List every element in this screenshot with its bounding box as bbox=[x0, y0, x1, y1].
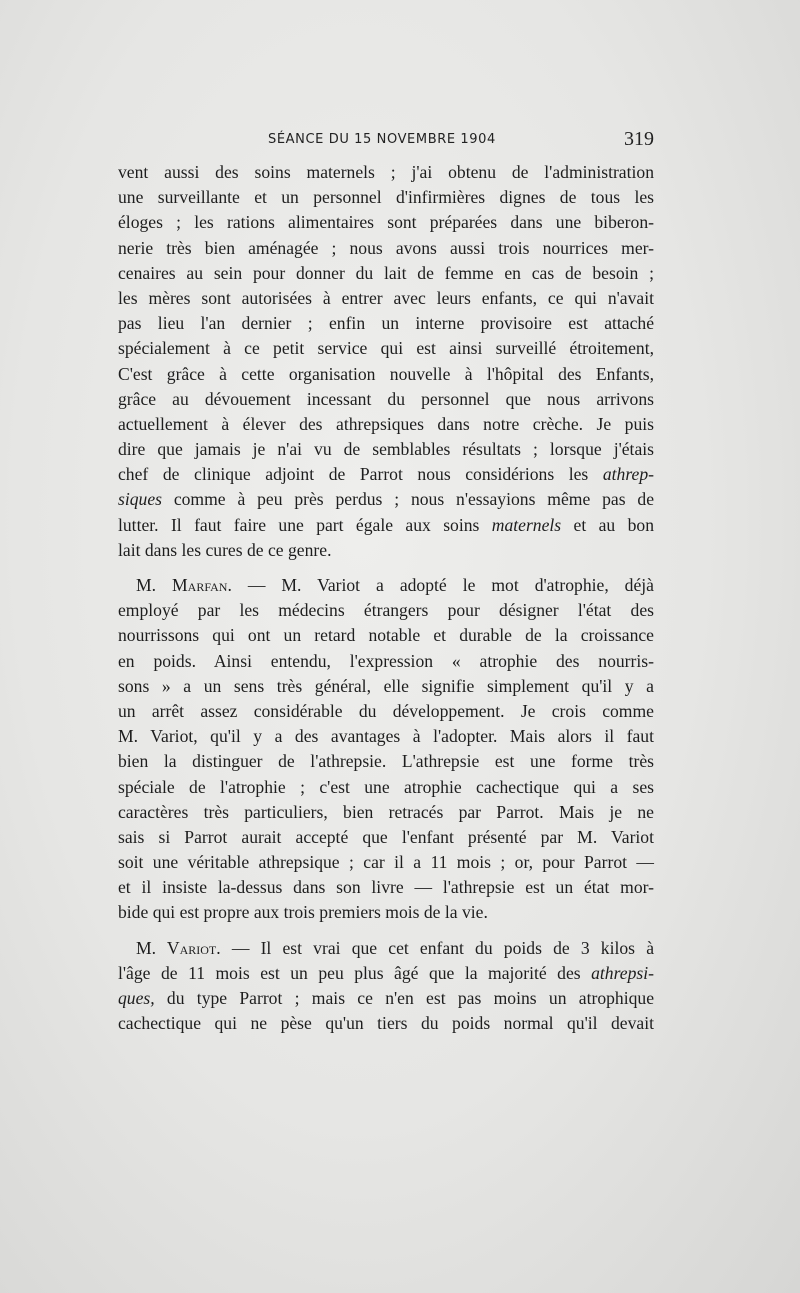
text-line: spécialement à ce petit service qui est ainsi surveillé étroitement, bbox=[118, 338, 654, 359]
text-line bbox=[118, 513, 654, 538]
paragraph-gap bbox=[118, 563, 654, 573]
text-run: lutter. Il faut faire une part égale aux soins bbox=[118, 514, 492, 535]
paragraph-3 bbox=[118, 936, 654, 1037]
text-run: comme à peu près perdus ; nous n'essayions même pas de bbox=[161, 489, 654, 510]
paragraph-1 bbox=[118, 160, 654, 563]
text-line: sons » a un sens très général, elle signifie simplement qu'il y a bbox=[118, 675, 654, 696]
text-line bbox=[118, 961, 654, 986]
text-line: nourrissons qui ont un retard notable et durable de la croissance bbox=[118, 625, 654, 646]
text-line: sais si Parrot aurait accepté que l'enfant présenté par M. Variot bbox=[118, 826, 654, 847]
text-line: actuellement à élever des athrepsiques dans notre crèche. Je puis bbox=[118, 413, 654, 434]
body-text bbox=[118, 160, 654, 1036]
text-run: — M. Variot a adopté le mot d'atrophie, déjà bbox=[231, 575, 654, 595]
running-head: SÉANCE DU 15 NOVEMBRE 1904 bbox=[268, 132, 496, 147]
text-line: pas lieu l'an dernier ; enfin un interne provisoire est attaché bbox=[118, 313, 654, 334]
text-line: dire que jamais je n'ai vu de semblables résultats ; lorsque j'étais bbox=[118, 439, 654, 460]
text-line bbox=[118, 462, 654, 487]
text-line: soit une véritable athrepsique ; car il a 11 mois ; or, pour Parrot — bbox=[118, 852, 654, 873]
text-line: nerie très bien aménagée ; nous avons aussi trois nourrices mer- bbox=[118, 237, 654, 258]
speaker-name: M. Variot. bbox=[136, 937, 221, 958]
text-line: lait dans les cures de ce genre. bbox=[118, 539, 332, 560]
text-line: et il insiste la-dessus dans son livre — l'athrepsie est un état mor- bbox=[118, 877, 654, 898]
text-line: une surveillante et un personnel d'infirmières dignes de tous les bbox=[118, 187, 654, 208]
text-line: un arrêt assez considérable du développement. Je crois comme bbox=[118, 700, 654, 721]
text-line: M. Variot, qu'il y a des avantages à l'adopter. Mais alors il faut bbox=[118, 726, 654, 747]
text-line: éloges ; les rations alimentaires sont préparées dans une biberon- bbox=[118, 212, 654, 233]
page-header bbox=[118, 128, 654, 154]
italic-term: athrep- bbox=[602, 464, 654, 485]
text-run: — Il est vrai que cet enfant du poids de 3 kilos à bbox=[220, 937, 654, 958]
text-run: du type Parrot ; mais ce n'en est pas moins un atrophique bbox=[154, 988, 654, 1008]
text-line: bien la distinguer de l'athrepsie. L'athrepsie est une forme très bbox=[118, 751, 654, 772]
italic-term: ques, bbox=[118, 988, 155, 1008]
speaker-name: M. Marfan. bbox=[136, 575, 232, 595]
text-line: spéciale de l'atrophie ; c'est une atrophie cachectique qui a ses bbox=[118, 776, 654, 797]
text-run: l'âge de 11 mois est un peu plus âgé que la majorité des bbox=[118, 962, 592, 983]
text-line: bide qui est propre aux trois premiers mois de la vie. bbox=[118, 902, 488, 923]
paragraph-gap bbox=[118, 926, 654, 936]
text-line: cenaires au sein pour donner du lait de femme en cas de besoin ; bbox=[118, 262, 654, 283]
page-number: 319 bbox=[624, 128, 654, 150]
text-line bbox=[118, 936, 654, 961]
text-line: C'est grâce à cette organisation nouvelle à l'hôpital des Enfants, bbox=[118, 363, 654, 384]
text-line bbox=[118, 986, 654, 1011]
text-line: les mères sont autorisées à entrer avec leurs enfants, ce qui n'avait bbox=[118, 287, 654, 308]
text-line: vent aussi des soins maternels ; j'ai obtenu de l'administration bbox=[118, 162, 654, 182]
text-line: caractères très particuliers, bien retracés par Parrot. Mais je ne bbox=[118, 801, 654, 822]
text-line: en poids. Ainsi entendu, l'expression « atrophie des nourris- bbox=[118, 650, 654, 671]
text-line bbox=[118, 573, 654, 598]
text-line: employé par les médecins étrangers pour désigner l'état des bbox=[118, 600, 654, 621]
text-run: et au bon bbox=[561, 514, 654, 535]
text-line bbox=[118, 487, 654, 512]
text-line: cachectique qui ne pèse qu'un tiers du poids normal qu'il devait bbox=[118, 1013, 654, 1034]
italic-term: maternels bbox=[491, 514, 562, 535]
paragraph-2 bbox=[118, 573, 654, 926]
text-run: chef de clinique adjoint de Parrot nous considérions les bbox=[118, 464, 603, 485]
italic-term: siques bbox=[118, 489, 162, 510]
italic-term: athrepsi- bbox=[591, 962, 654, 983]
text-line: grâce au dévouement incessant du personnel que nous arrivons bbox=[118, 388, 654, 409]
